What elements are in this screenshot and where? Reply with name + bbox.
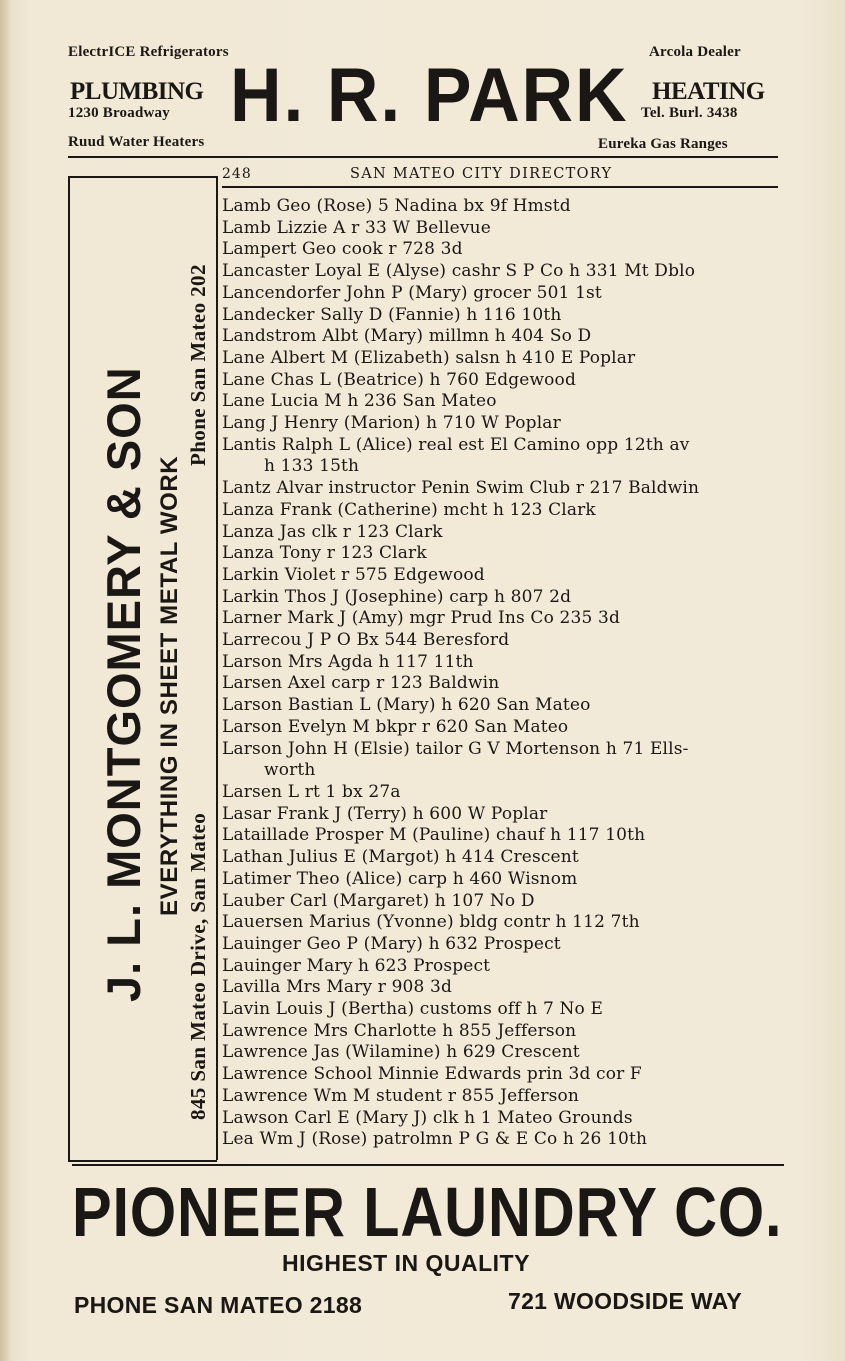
directory-entry xyxy=(222,305,788,327)
header-bottom-right: Eureka Gas Ranges xyxy=(598,136,728,152)
directory-title-rule xyxy=(222,186,778,188)
entry-text: Larkin Thos J (Josephine) carp h 807 2d xyxy=(222,586,572,607)
entry-text: Lantis Ralph L (Alice) real est El Camino opp 12th av xyxy=(222,434,690,455)
directory-entry xyxy=(222,739,788,782)
directory-entry xyxy=(222,825,788,847)
entry-text: Larson Bastian L (Mary) h 620 San Mateo xyxy=(222,695,591,716)
directory-entry xyxy=(222,543,788,565)
directory-entry xyxy=(222,587,788,609)
side-ad-divider xyxy=(216,176,218,1160)
entry-text: Lamb Lizzie A r 33 W Bellevue xyxy=(222,217,491,238)
entry-text: Lane Lucia M h 236 San Mateo xyxy=(222,391,497,412)
entry-text: Larsen L rt 1 bx 27a xyxy=(222,781,401,802)
directory-entry xyxy=(222,977,788,999)
bottom-ad-title: PIONEER LAUNDRY CO. xyxy=(72,1173,783,1251)
entry-text: Lampert Geo cook r 728 3d xyxy=(222,239,463,260)
entry-text: Larrecou J P O Bx 544 Beresford xyxy=(222,630,510,651)
entry-continuation: h 133 15th xyxy=(264,456,360,477)
header-bottom-left: Ruud Water Heaters xyxy=(68,134,205,150)
directory-entry xyxy=(222,804,788,826)
entry-text: Lawrence Mrs Charlotte h 855 Jefferson xyxy=(222,1020,577,1041)
directory-entry xyxy=(222,522,788,544)
directory-entry xyxy=(222,348,788,370)
directory-entry xyxy=(222,630,788,652)
bottom-ad-rule xyxy=(72,1164,784,1166)
header-left-big: PLUMBING xyxy=(70,78,204,105)
entry-text: Lanza Tony r 123 Clark xyxy=(222,543,427,564)
directory-entry xyxy=(222,565,788,587)
entry-text: Lancaster Loyal E (Alyse) cashr S P Co h 331 Mt Dblo xyxy=(222,261,696,282)
entry-text: Lanza Jas clk r 123 Clark xyxy=(222,521,443,542)
directory-entry xyxy=(222,239,788,261)
directory-entry xyxy=(222,652,788,674)
entry-text: Lancendorfer John P (Mary) grocer 501 1st xyxy=(222,282,602,303)
header-top-right: Arcola Dealer xyxy=(649,44,741,60)
entry-text: Lamb Geo (Rose) 5 Nadina bx 9f Hmstd xyxy=(222,196,571,216)
directory-entry xyxy=(222,326,788,348)
header-divider xyxy=(68,156,778,158)
entry-text: Lavin Louis J (Bertha) customs off h 7 No E xyxy=(222,999,604,1020)
directory-entries xyxy=(222,196,788,1151)
directory-entry xyxy=(222,1086,788,1108)
entry-text: Lavilla Mrs Mary r 908 3d xyxy=(222,977,453,998)
directory-entry xyxy=(222,999,788,1021)
entry-text: Larkin Violet r 575 Edgewood xyxy=(222,564,485,585)
side-ad-tagline: EVERYTHING IN SHEET METAL WORK xyxy=(156,455,183,916)
directory-entry xyxy=(222,435,788,478)
directory-entry xyxy=(222,695,788,717)
entry-text: Landecker Sally D (Fannie) h 116 10th xyxy=(222,304,562,325)
bottom-ad-address: 721 WOODSIDE WAY xyxy=(508,1288,743,1314)
page-binding-edge xyxy=(0,0,10,1361)
entry-text: Lauinger Geo P (Mary) h 632 Prospect xyxy=(222,933,561,954)
directory-entry xyxy=(222,782,788,804)
entry-text: Lane Albert M (Elizabeth) salsn h 410 E Poplar xyxy=(222,347,636,368)
header-top-left: ElectrICE Refrigerators xyxy=(68,44,229,60)
bottom-ad-phone: PHONE SAN MATEO 2188 xyxy=(74,1292,363,1318)
directory-entry xyxy=(222,934,788,956)
directory-entry xyxy=(222,1108,788,1130)
header-right-small: Tel. Burl. 3438 xyxy=(641,105,738,121)
directory-entry xyxy=(222,370,788,392)
page-number: 248 xyxy=(222,166,252,182)
entry-text: Lanza Frank (Catherine) mcht h 123 Clark xyxy=(222,499,596,520)
entry-text: Larner Mark J (Amy) mgr Prud Ins Co 235 3d xyxy=(222,608,620,629)
entry-text: Lawrence School Minnie Edwards prin 3d cor F xyxy=(222,1064,642,1085)
entry-text: Lane Chas L (Beatrice) h 760 Edgewood xyxy=(222,369,576,390)
entry-text: Lawrence Wm M student r 855 Jefferson xyxy=(222,1085,580,1106)
entry-text: Lawrence Jas (Wilamine) h 629 Crescent xyxy=(222,1042,580,1063)
directory-entry xyxy=(222,218,788,240)
entry-text: Lang J Henry (Marion) h 710 W Poplar xyxy=(222,413,561,434)
header-left-small: 1230 Broadway xyxy=(68,105,170,121)
directory-entry xyxy=(222,478,788,500)
directory-entry xyxy=(222,261,788,283)
directory-entry xyxy=(222,1042,788,1064)
directory-entry xyxy=(222,673,788,695)
entry-text: Lauersen Marius (Yvonne) bldg contr h 112 7th xyxy=(222,912,640,933)
entry-text: Lathan Julius E (Margot) h 414 Crescent xyxy=(222,847,579,868)
entry-text: Larson Mrs Agda h 117 11th xyxy=(222,651,474,672)
entry-text: Larsen Axel carp r 123 Baldwin xyxy=(222,673,500,694)
bottom-ad-tagline: HIGHEST IN QUALITY xyxy=(282,1250,530,1276)
entry-text: Latimer Theo (Alice) carp h 460 Wisnom xyxy=(222,868,578,889)
entry-text: Lasar Frank J (Terry) h 600 W Poplar xyxy=(222,803,548,824)
entry-continuation: worth xyxy=(264,760,316,781)
directory-entry xyxy=(222,196,788,218)
directory-entry xyxy=(222,912,788,934)
entry-text: Larson Evelyn M bkpr r 620 San Mateo xyxy=(222,716,569,737)
entry-text: Lawson Carl E (Mary J) clk h 1 Mateo Grounds xyxy=(222,1107,633,1128)
directory-entry xyxy=(222,391,788,413)
side-ad-phone: Phone San Mateo 202 xyxy=(186,264,210,466)
directory-entry xyxy=(222,1064,788,1086)
entry-text: Lantz Alvar instructor Penin Swim Club r 217 Baldwin xyxy=(222,478,700,499)
entry-text: Lauinger Mary h 623 Prospect xyxy=(222,955,491,976)
entry-text: Lataillade Prosper M (Pauline) chauf h 117 10th xyxy=(222,825,646,846)
directory-entry xyxy=(222,1021,788,1043)
directory-entry xyxy=(222,608,788,630)
side-ad-address: 845 San Mateo Drive, San Mateo xyxy=(186,812,210,1120)
header-title: H. R. PARK xyxy=(230,53,629,138)
directory-title: SAN MATEO CITY DIRECTORY xyxy=(350,166,613,182)
header-right-big: HEATING xyxy=(652,78,765,105)
directory-entry xyxy=(222,717,788,739)
directory-entry xyxy=(222,956,788,978)
entry-text: Landstrom Albt (Mary) millmn h 404 So D xyxy=(222,326,592,347)
directory-entry xyxy=(222,891,788,913)
entry-text: Lea Wm J (Rose) patrolmn P G & E Co h 26 10th xyxy=(222,1129,648,1150)
directory-entry xyxy=(222,413,788,435)
directory-entry xyxy=(222,283,788,305)
entry-text: Larson John H (Elsie) tailor G V Mortenson h 71 Ells- xyxy=(222,738,689,759)
directory-entry xyxy=(222,869,788,891)
directory-entry xyxy=(222,1129,788,1151)
directory-entry xyxy=(222,500,788,522)
side-ad-name: J. L. MONTGOMERY & SON xyxy=(97,366,150,1002)
entry-text: Lauber Carl (Margaret) h 107 No D xyxy=(222,890,535,911)
directory-entry xyxy=(222,847,788,869)
